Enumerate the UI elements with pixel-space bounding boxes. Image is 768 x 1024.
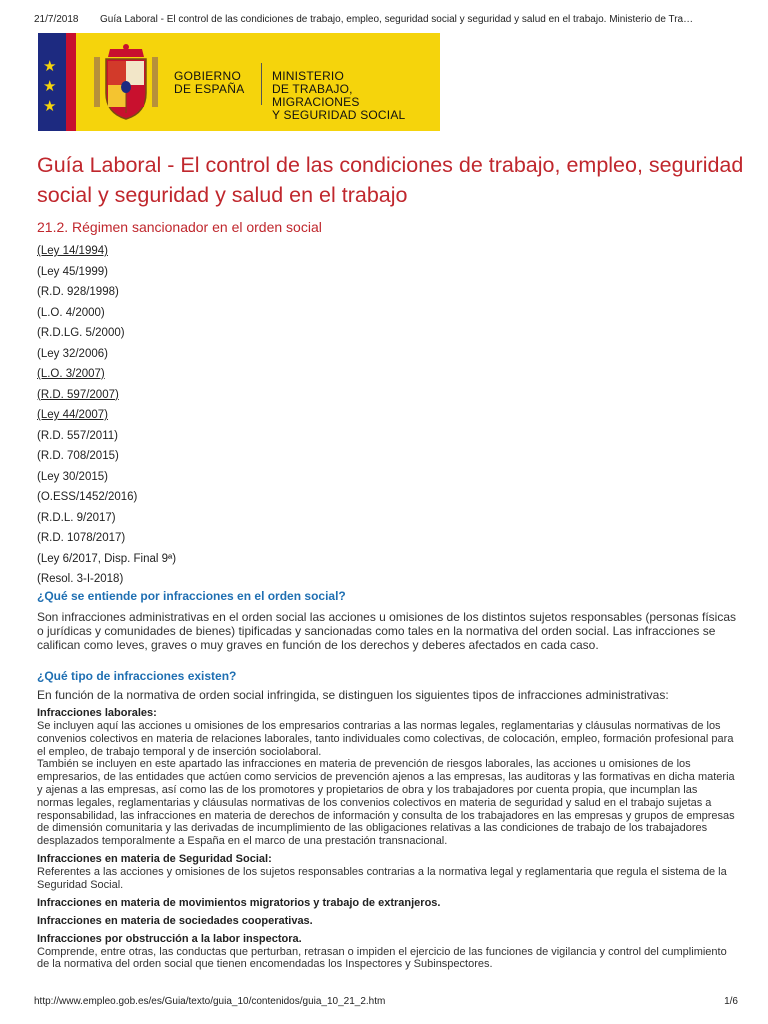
- print-date: 21/7/2018: [34, 14, 79, 25]
- star-icon: ★: [43, 98, 57, 115]
- gobierno-label: [174, 70, 245, 96]
- section-heading: 21.2. Régimen sancionador en el orden social: [37, 219, 322, 235]
- reference-item[interactable]: (L.O. 3/2007): [37, 368, 105, 380]
- laborales-title: Infracciones laborales:: [37, 707, 157, 719]
- ministerio-label: [272, 70, 440, 122]
- laborales-paragraph-1: Se incluyen aquí las acciones u omisiones de los empresarios contrarias a las normas legales, reglamentarias y cláusulas normativas de los convenios colectivos en materia de relaciones laborales, tanto individuales como colectivas, de colocación, empleo, formación profesional para el empleo, de trabajo temporal y de inserción sociolaboral.: [37, 720, 734, 758]
- obstruccion-text: Comprende, entre otras, las conductas que perturban, retrasan o impiden el ejercicio de las funciones de vigilancia y control del cumplimiento de la normativa del orden social que tienen encomendadas los Inspectores y Subinspectores.: [37, 945, 727, 971]
- reference-item[interactable]: (Ley 44/2007): [37, 409, 108, 421]
- reference-item: (R.D. 557/2011): [37, 429, 118, 442]
- reference-item: (R.D.LG. 5/2000): [37, 327, 125, 339]
- reference-item: (Ley 32/2006): [37, 347, 108, 360]
- cooperativas-title: Infracciones en materia de sociedades cooperativas.: [37, 914, 313, 927]
- reference-item: (R.D. 1078/2017): [37, 532, 126, 544]
- footer-url[interactable]: http://www.empleo.gob.es/es/Guia/texto/guia_10/contenidos/guia_10_21_2.htm: [34, 996, 386, 1007]
- reference-item: (O.ESS/1452/2016): [37, 491, 138, 503]
- government-banner: [38, 33, 440, 131]
- faq-infracciones: [37, 589, 737, 652]
- reference-item: (Resol. 3-I-2018): [37, 573, 124, 585]
- seguridad-social-text: Referentes a las acciones y omisiones de los sujetos responsables contrarias a la normativa legal y reglamentaria que regula el sistema de la Seguridad Social.: [37, 865, 727, 891]
- star-icon: ★: [43, 78, 57, 95]
- spain-flag-stripe: [66, 33, 76, 131]
- reference-item: (L.O. 4/2000): [37, 306, 105, 319]
- star-icon: ★: [43, 58, 57, 75]
- eu-flag-strip: [38, 33, 66, 131]
- faq-intro: En función de la normativa de orden social infringida, se distinguen los siguientes tipos de infracciones administrativas:: [37, 688, 669, 702]
- reference-item: (Ley 45/1999): [37, 265, 108, 278]
- banner-divider: [261, 63, 262, 105]
- print-header: [34, 14, 744, 25]
- laborales-paragraph-2: También se incluyen en este apartado las infracciones en materia de prevención de riesgos laborales, las acciones u omisiones de los empresarios, de las entidades que actúen como servicios de prevención ajenos a las empresas, las auditoras y las formativas en dicha materia y ajenas a las empresas, así como las de los promotores y propietarios de obra y los trabajadores por cuenta propia, que incumplan las normas legales, reglamentarias y cláusulas normativas de los convenios colectivos en materia de seguridad y salud en el trabajo sujetas a responsabilidad, las infracciones en materia de derechos de información y consulta de los trabajadores en las empresas y grupos de empresas de dimensión comunitaria y las derivadas de incumplimiento de las obligaciones relativas a las condiciones de trabajo de los trabajadores desplazados temporalmente a España en el marco de una prestación transnacional.: [37, 758, 735, 848]
- obstruccion-title: Infracciones por obstrucción a la labor inspectora.: [37, 932, 302, 945]
- coat-of-arms-icon: [90, 43, 162, 123]
- reference-item[interactable]: (Ley 14/1994): [37, 245, 108, 257]
- ministerio-line-2: DE TRABAJO, MIGRACIONES: [272, 82, 360, 109]
- faq-tipos: [37, 669, 737, 971]
- faq-question[interactable]: ¿Qué se entiende por infracciones en el orden social?: [37, 589, 346, 603]
- page-number: 1/6: [724, 996, 738, 1007]
- ministerio-line-1: MINISTERIO: [272, 69, 345, 83]
- seguridad-social-title: Infracciones en materia de Seguridad Social:: [37, 852, 272, 865]
- reference-item: (R.D. 928/1998): [37, 286, 119, 298]
- reference-item: (Ley 6/2017, Disp. Final 9ª): [37, 552, 177, 565]
- gobierno-line-1: GOBIERNO: [174, 69, 242, 83]
- page-title: Guía Laboral - El control de las condiciones de trabajo, empleo, seguridad social y seguridad y salud en el trabajo: [37, 153, 744, 207]
- print-footer: [34, 996, 738, 1007]
- faq-question[interactable]: ¿Qué tipo de infracciones existen?: [37, 669, 237, 683]
- print-title: Guía Laboral - El control de las condiciones de trabajo, empleo, seguridad social y seguridad y salud en el trabajo. Ministerio de Tra…: [100, 14, 694, 25]
- reference-item: (Ley 30/2015): [37, 470, 108, 483]
- reference-list: [37, 241, 176, 590]
- reference-item: (R.D. 708/2015): [37, 450, 119, 462]
- reference-item[interactable]: (R.D. 597/2007): [37, 388, 119, 401]
- migratorios-title: Infracciones en materia de movimientos migratorios y trabajo de extranjeros.: [37, 896, 441, 909]
- faq-answer: Son infracciones administrativas en el orden social las acciones u omisiones de los distintos sujetos responsables (personas físicas o jurídicas y comunidades de bienes) tipificadas y sancionadas como tales en la normativa del orden social. Las infracciones se califican como leves, graves o muy graves en función de los derechos y deberes afectados en cada caso.: [37, 610, 737, 652]
- reference-item: (R.D.L. 9/2017): [37, 511, 116, 524]
- ministerio-line-3: Y SEGURIDAD SOCIAL: [272, 108, 406, 122]
- gobierno-line-2: DE ESPAÑA: [174, 82, 245, 96]
